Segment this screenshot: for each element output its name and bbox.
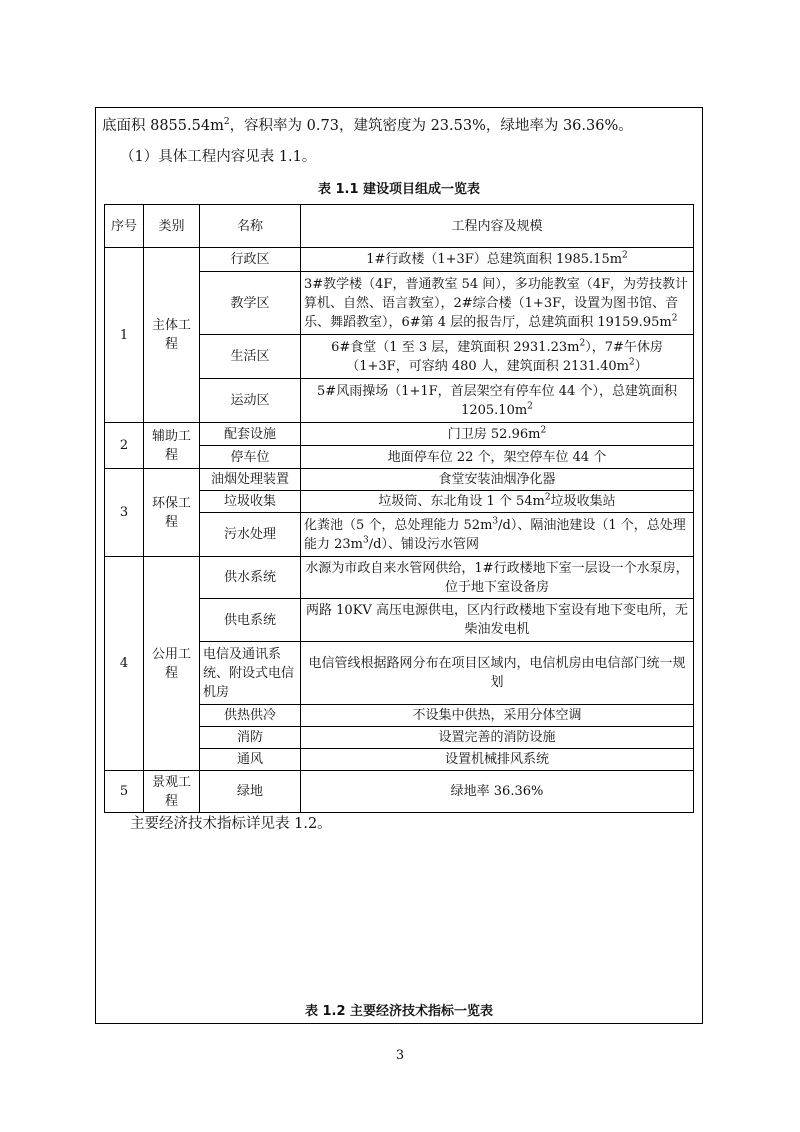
row-content: 5#风雨操场（1+1F，首层架空有停车位 44 个），总建筑面积 $1205.10m^2$ (301, 379, 694, 423)
header-seq: 序号 (105, 205, 144, 248)
group-category: 辅助工程 (144, 423, 200, 469)
table-1-2-reference: 主要经济技术指标详见表 1.2。 (130, 816, 332, 832)
row-name: 教学区 (200, 272, 301, 335)
row-name: 油烟处理装置 (200, 469, 301, 491)
row-name: 供电系统 (200, 599, 301, 642)
row-content: 垃圾筒、东北角设 1 个 $54m^2$垃圾收集站 (301, 491, 694, 513)
project-composition-table (104, 204, 694, 813)
row-name: 运动区 (200, 379, 301, 423)
row-name: 通风 (200, 749, 301, 771)
row-content: 不设集中供热，采用分体空调 (301, 705, 694, 727)
group-category: 公用工程 (144, 557, 200, 771)
row-name: 供热供冷 (200, 705, 301, 727)
row-content: 食堂安装油烟净化器 (301, 469, 694, 491)
row-content: 门卫房 $52.96m^2$ (301, 423, 694, 446)
table-row (105, 423, 694, 446)
row-name: 供水系统 (200, 557, 301, 599)
group-seq: 3 (105, 469, 144, 557)
row-content: 设置机械排风系统 (301, 749, 694, 771)
row-name: 停车位 (200, 446, 301, 469)
table-header-row (105, 205, 694, 248)
row-content: 1#行政楼（1+3F）总建筑面积 $1985.15m^2$ (301, 248, 694, 272)
row-content: 两路 10KV 高压电源供电，区内行政楼地下室设有地下变电所，无柴油发电机 (301, 599, 694, 642)
row-name: 行政区 (200, 248, 301, 272)
row-name: 电信及通讯系统、附设式电信机房 (200, 642, 301, 705)
row-content: 设置完善的消防设施 (301, 727, 694, 749)
table-row (105, 469, 694, 491)
group-seq: 2 (105, 423, 144, 469)
intro-paragraph-2: （1）具体工程内容见表 1.1。 (120, 149, 317, 165)
row-content: 化粪池（5 个，总处理能力 $52m^3/d$）、隔油池建设（1 个，总处理能力 $23m^3/d$）、铺设污水管网 (301, 513, 694, 557)
header-name: 名称 (200, 205, 301, 248)
header-category: 类别 (144, 205, 200, 248)
group-category: 景观工程 (144, 771, 200, 813)
row-content: 6#食堂（1 至 3 层，建筑面积 $2931.23m^2$），7#午休房（1+3F，可容纳 480 人，建筑面积 $2131.40m^2$） (301, 335, 694, 379)
table-row (105, 771, 694, 813)
row-content: 3#教学楼（4F，普通教室 54 间），多功能教室（4F，为劳技教计算机、自然、语言教室），2#综合楼（1+3F，设置为图书馆、音乐、舞蹈教室），6#第 4 层的报告厅，总建筑面积 $19159.95m^2$ (301, 272, 694, 335)
row-name: 绿地 (200, 771, 301, 813)
group-seq: 4 (105, 557, 144, 771)
header-content: 工程内容及规模 (301, 205, 694, 248)
row-name: 垃圾收集 (200, 491, 301, 513)
group-category: 环保工程 (144, 469, 200, 557)
group-category: 主体工程 (144, 248, 200, 423)
table-1-2-caption: 表 1.2 主要经济技术指标一览表 (304, 1004, 494, 1019)
group-seq: 5 (105, 771, 144, 813)
row-name: 消防 (200, 727, 301, 749)
group-seq: 1 (105, 248, 144, 423)
row-content: 地面停车位 22 个，架空停车位 44 个 (301, 446, 694, 469)
intro-paragraph-1: 底面积 $8855.54m^2$，容积率为 0.73，建筑密度为 23.53%，绿地率为 36.36%。 (102, 117, 633, 134)
row-content: 电信管线根据路网分布在项目区域内，电信机房由电信部门统一规划 (301, 642, 694, 705)
row-content: 绿地率 36.36% (301, 771, 694, 813)
page-number: 3 (395, 1048, 405, 1063)
row-name: 污水处理 (200, 513, 301, 557)
row-name: 配套设施 (200, 423, 301, 446)
table-1-caption: 表 1.1 建设项目组成一览表 (317, 182, 481, 197)
row-name: 生活区 (200, 335, 301, 379)
table-row (105, 557, 694, 599)
row-content: 水源为市政自来水管网供给，1#行政楼地下室一层设一个水泵房，位于地下室设备房 (301, 557, 694, 599)
table-row (105, 248, 694, 272)
